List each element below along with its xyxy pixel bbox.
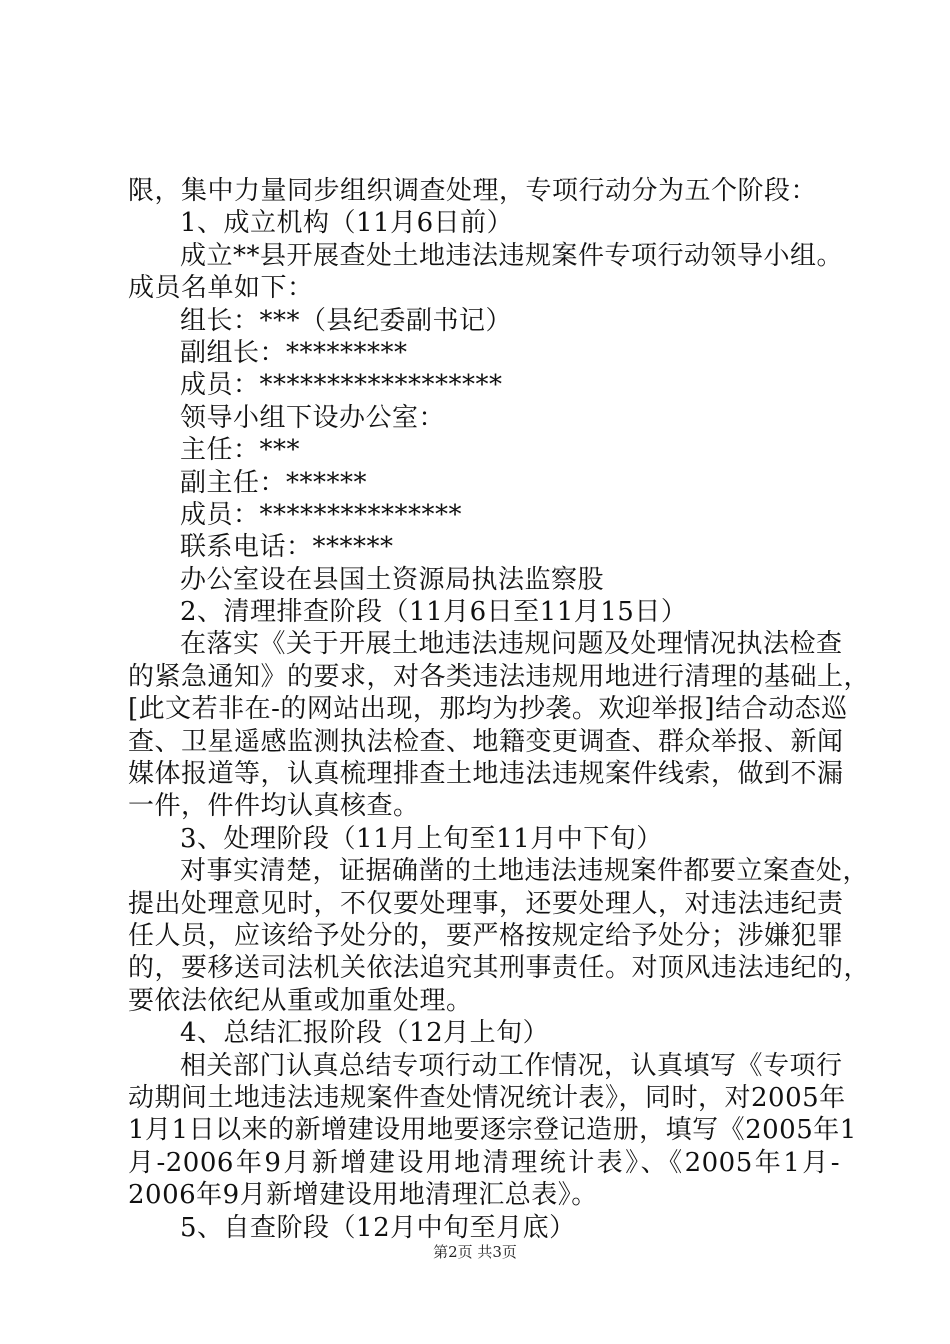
page-footer: 第2页 共3页: [433, 1243, 517, 1261]
text-line: 媒体报道等，认真梳理排查土地违法违规案件线索，做到不漏: [128, 759, 844, 790]
text-line: 相关部门认真总结专项行动工作情况，认真填写《专项行: [180, 1050, 843, 1081]
text-line: 任人员，应该给予处分的，要严格按规定给予处分；涉嫌犯罪: [128, 920, 844, 951]
text-line: 2、清理排查阶段（11月6日至11月15日）: [180, 597, 688, 628]
text-line: 5、自查阶段（12月中旬至月底）: [180, 1212, 576, 1243]
text-line: 动期间土地违法违规案件查处情况统计表》，同时，对2005年: [128, 1082, 846, 1113]
text-line: 在落实《关于开展土地违法违规问题及处理情况执法检查: [180, 629, 843, 660]
text-line: 成立**县开展查处土地违法违规案件专项行动领导小组。: [180, 240, 844, 271]
text-line: 副组长：*********: [180, 337, 408, 368]
text-line: 一件，件件均认真核查。: [128, 791, 420, 822]
text-line: 要依法依纪从重或加重处理。: [128, 985, 473, 1016]
text-line: 成员名单如下：: [128, 273, 314, 304]
text-line: 办公室设在县国土资源局执法监察股: [180, 564, 605, 595]
text-line: 成员：***************: [180, 499, 463, 530]
text-line: 对事实清楚，证据确凿的土地违法违规案件都要立案查处，: [180, 856, 870, 887]
text-line: 查、卫星遥感监测执法检查、地籍变更调查、群众举报、新闻: [128, 726, 844, 757]
text-line: 组长：***（县纪委副书记）: [180, 305, 513, 336]
text-line: 2006年9月新增建设用地清理汇总表》。: [128, 1180, 598, 1211]
text-line: 提出处理意见时，不仅要处理事，还要处理人，对违法违纪责: [128, 888, 844, 919]
text-line: 月-2006年9月新增建设用地清理统计表》、《2005年1月-: [128, 1147, 840, 1178]
text-line: [此文若非在-的网站出现，那均为抄袭。欢迎举报]结合动态巡: [128, 694, 848, 725]
text-line: 领导小组下设办公室：: [180, 402, 446, 433]
text-line: 1月1日以来的新增建设用地要逐宗登记造册，填写《2005年1: [128, 1115, 857, 1146]
text-line: 限，集中力量同步组织调查处理，专项行动分为五个阶段：: [128, 176, 818, 206]
text-line: 主任：***: [180, 435, 301, 466]
text-line: 4、总结汇报阶段（12月上旬）: [180, 1018, 550, 1049]
text-line: 的紧急通知》的要求，对各类违法违规用地进行清理的基础上，: [128, 661, 871, 692]
document-body: [128, 175, 871, 1244]
text-line: 联系电话：******: [180, 532, 394, 563]
text-line: 3、处理阶段（11月上旬至11月中下旬）: [180, 823, 663, 854]
text-line: 1、成立机构（11月6日前）: [180, 208, 514, 239]
text-line: 成员：******************: [180, 370, 503, 401]
text-line: 副主任：******: [180, 467, 368, 498]
text-line: 的，要移送司法机关依法追究其刑事责任。对顶风违法违纪的，: [128, 953, 871, 984]
